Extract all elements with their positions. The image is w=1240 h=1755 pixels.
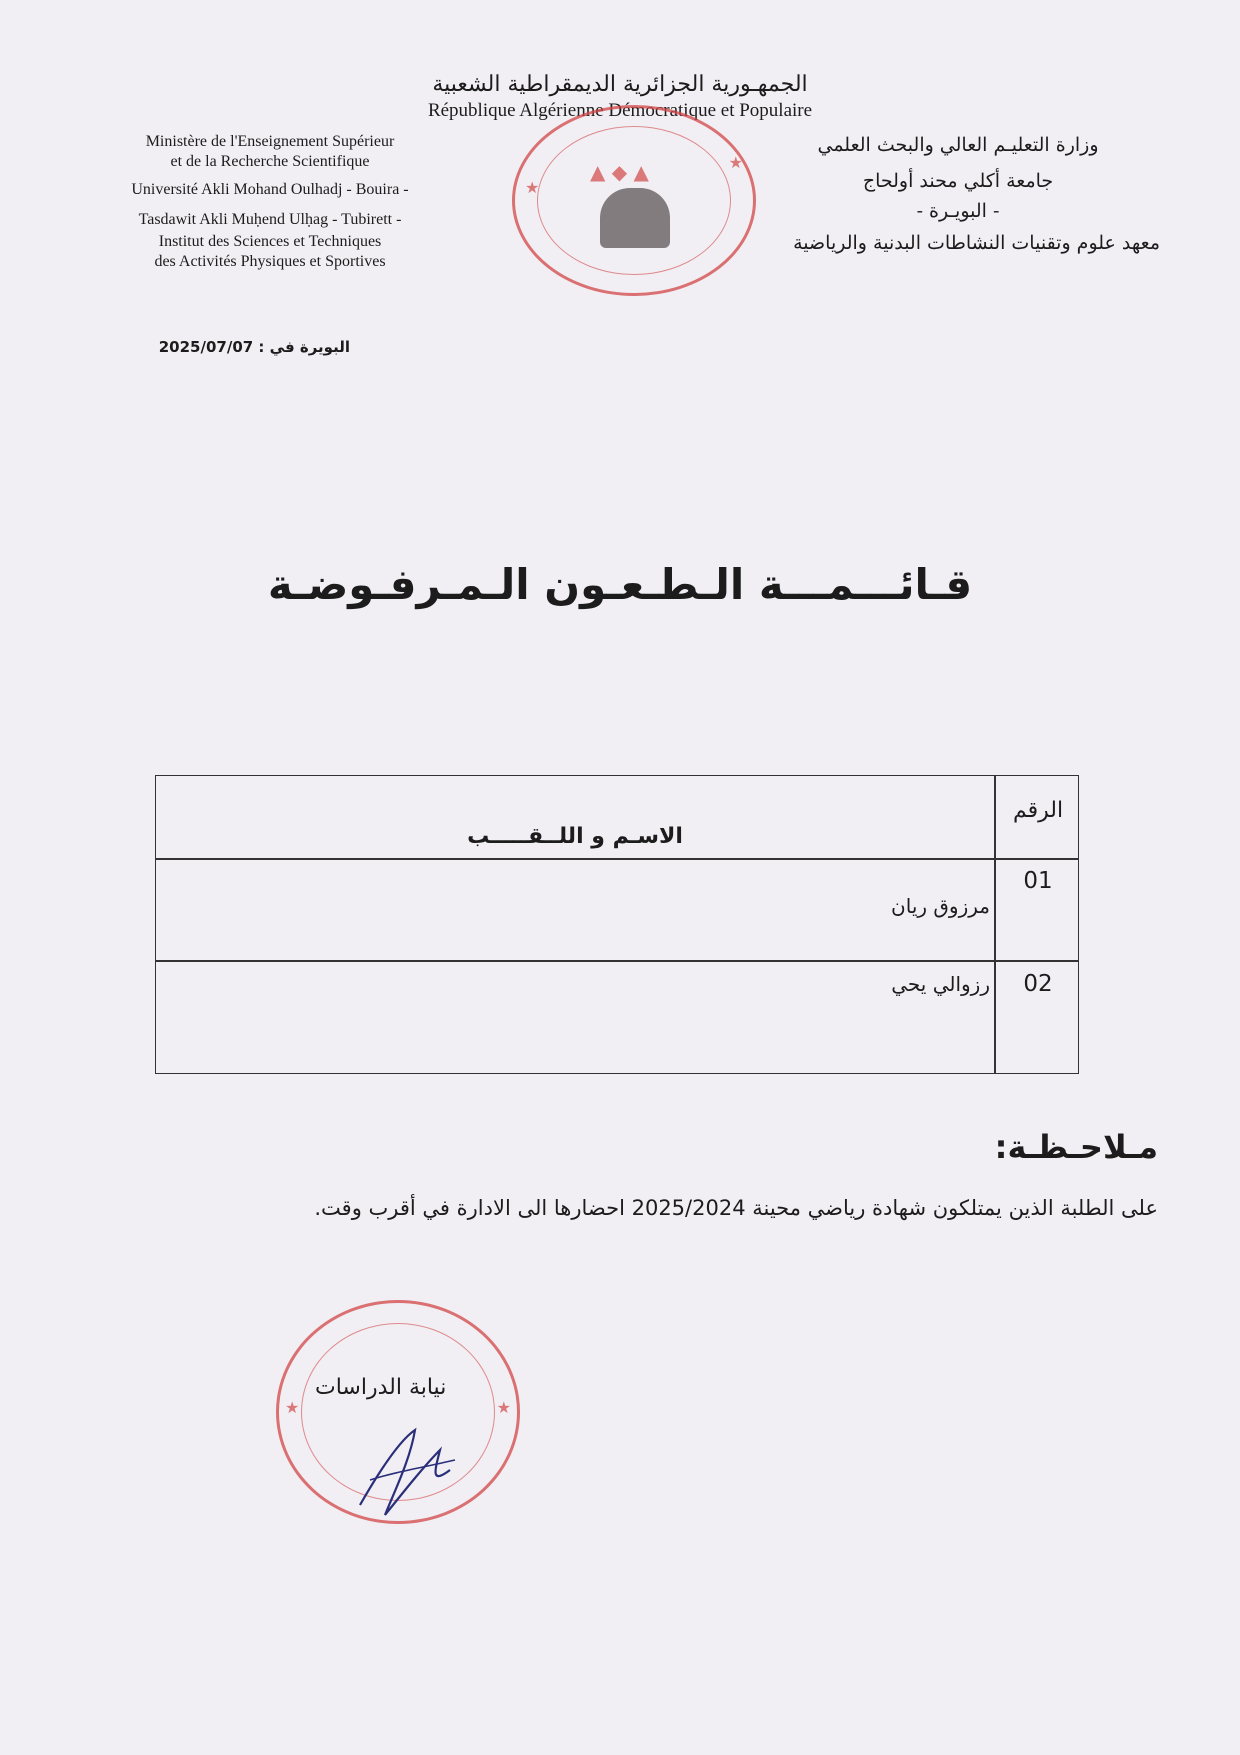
institute-ar: معهد علوم وتقنيات النشاطات البدنية والرياضية (793, 232, 1160, 254)
table-row-1-number: 01 (1023, 868, 1053, 894)
column-header-number: الرقم (1012, 798, 1064, 823)
table-row-2-name: رزوالي يحي (891, 972, 990, 996)
note-text: على الطلبة الذين يمتلكون شهادة رياضي محينة 2025/2024 احضارها الى الادارة في أقرب وقت. (314, 1196, 1158, 1220)
stamp-star-icon: ★ (496, 1398, 511, 1417)
republic-name-arabic: الجمهـورية الجزائرية الديمقراطية الشعبية (432, 72, 808, 97)
table-row-2-number: 02 (1023, 971, 1053, 997)
table-row-1-name: مرزوق ريان (891, 894, 990, 918)
document-title: قـائـــمـــة الـطـعـون الـمـرفـوضـة (267, 560, 973, 609)
handwritten-signature-icon (340, 1410, 470, 1530)
city-ar: - البويـرة - (916, 200, 1000, 222)
university-logo-icon (600, 188, 670, 248)
institute-stamp-top (512, 105, 756, 296)
signature-label: نيابة الدراسات (315, 1375, 447, 1400)
republic-name-french: République Algérienne Démocratique et Populaire (427, 100, 813, 121)
university-fr: Université Akli Mohand Oulhadj - Bouira - (131, 181, 409, 198)
table-column-divider (994, 776, 996, 1073)
stamp-star-icon: ★ (285, 1398, 300, 1417)
rejected-appeals-table (155, 775, 1079, 1074)
stamp-star-icon: ★ (728, 153, 743, 172)
stamp-emblem-icon: ▲ ◆ ▲ (590, 160, 649, 184)
stamp-star-icon: ★ (525, 178, 540, 197)
institute-fr-line1: Institut des Sciences et Techniques (158, 233, 382, 250)
date-line: البويرة في : 2025/07/07 (158, 338, 350, 356)
institute-fr-line2: des Activités Physiques et Sportives (154, 253, 386, 270)
university-ar: جامعة أكلي محند أولحاج (862, 170, 1054, 192)
ministry-ar: وزارة التعليـم العالي والبحث العلمي (817, 134, 1099, 156)
university-amazigh: Tasdawit Akli Muḥend Ulḥag - Tubirett - (138, 211, 402, 228)
ministry-fr-line2: et de la Recherche Scientifique (170, 153, 370, 170)
ministry-fr-line1: Ministère de l'Enseignement Supérieur (145, 133, 395, 150)
note-label: مـلاحـظـة: (994, 1128, 1158, 1166)
table-header-divider (156, 858, 1078, 860)
column-header-name: الاسـم و اللــقـــــب (467, 824, 683, 849)
table-row-divider (156, 960, 1078, 962)
